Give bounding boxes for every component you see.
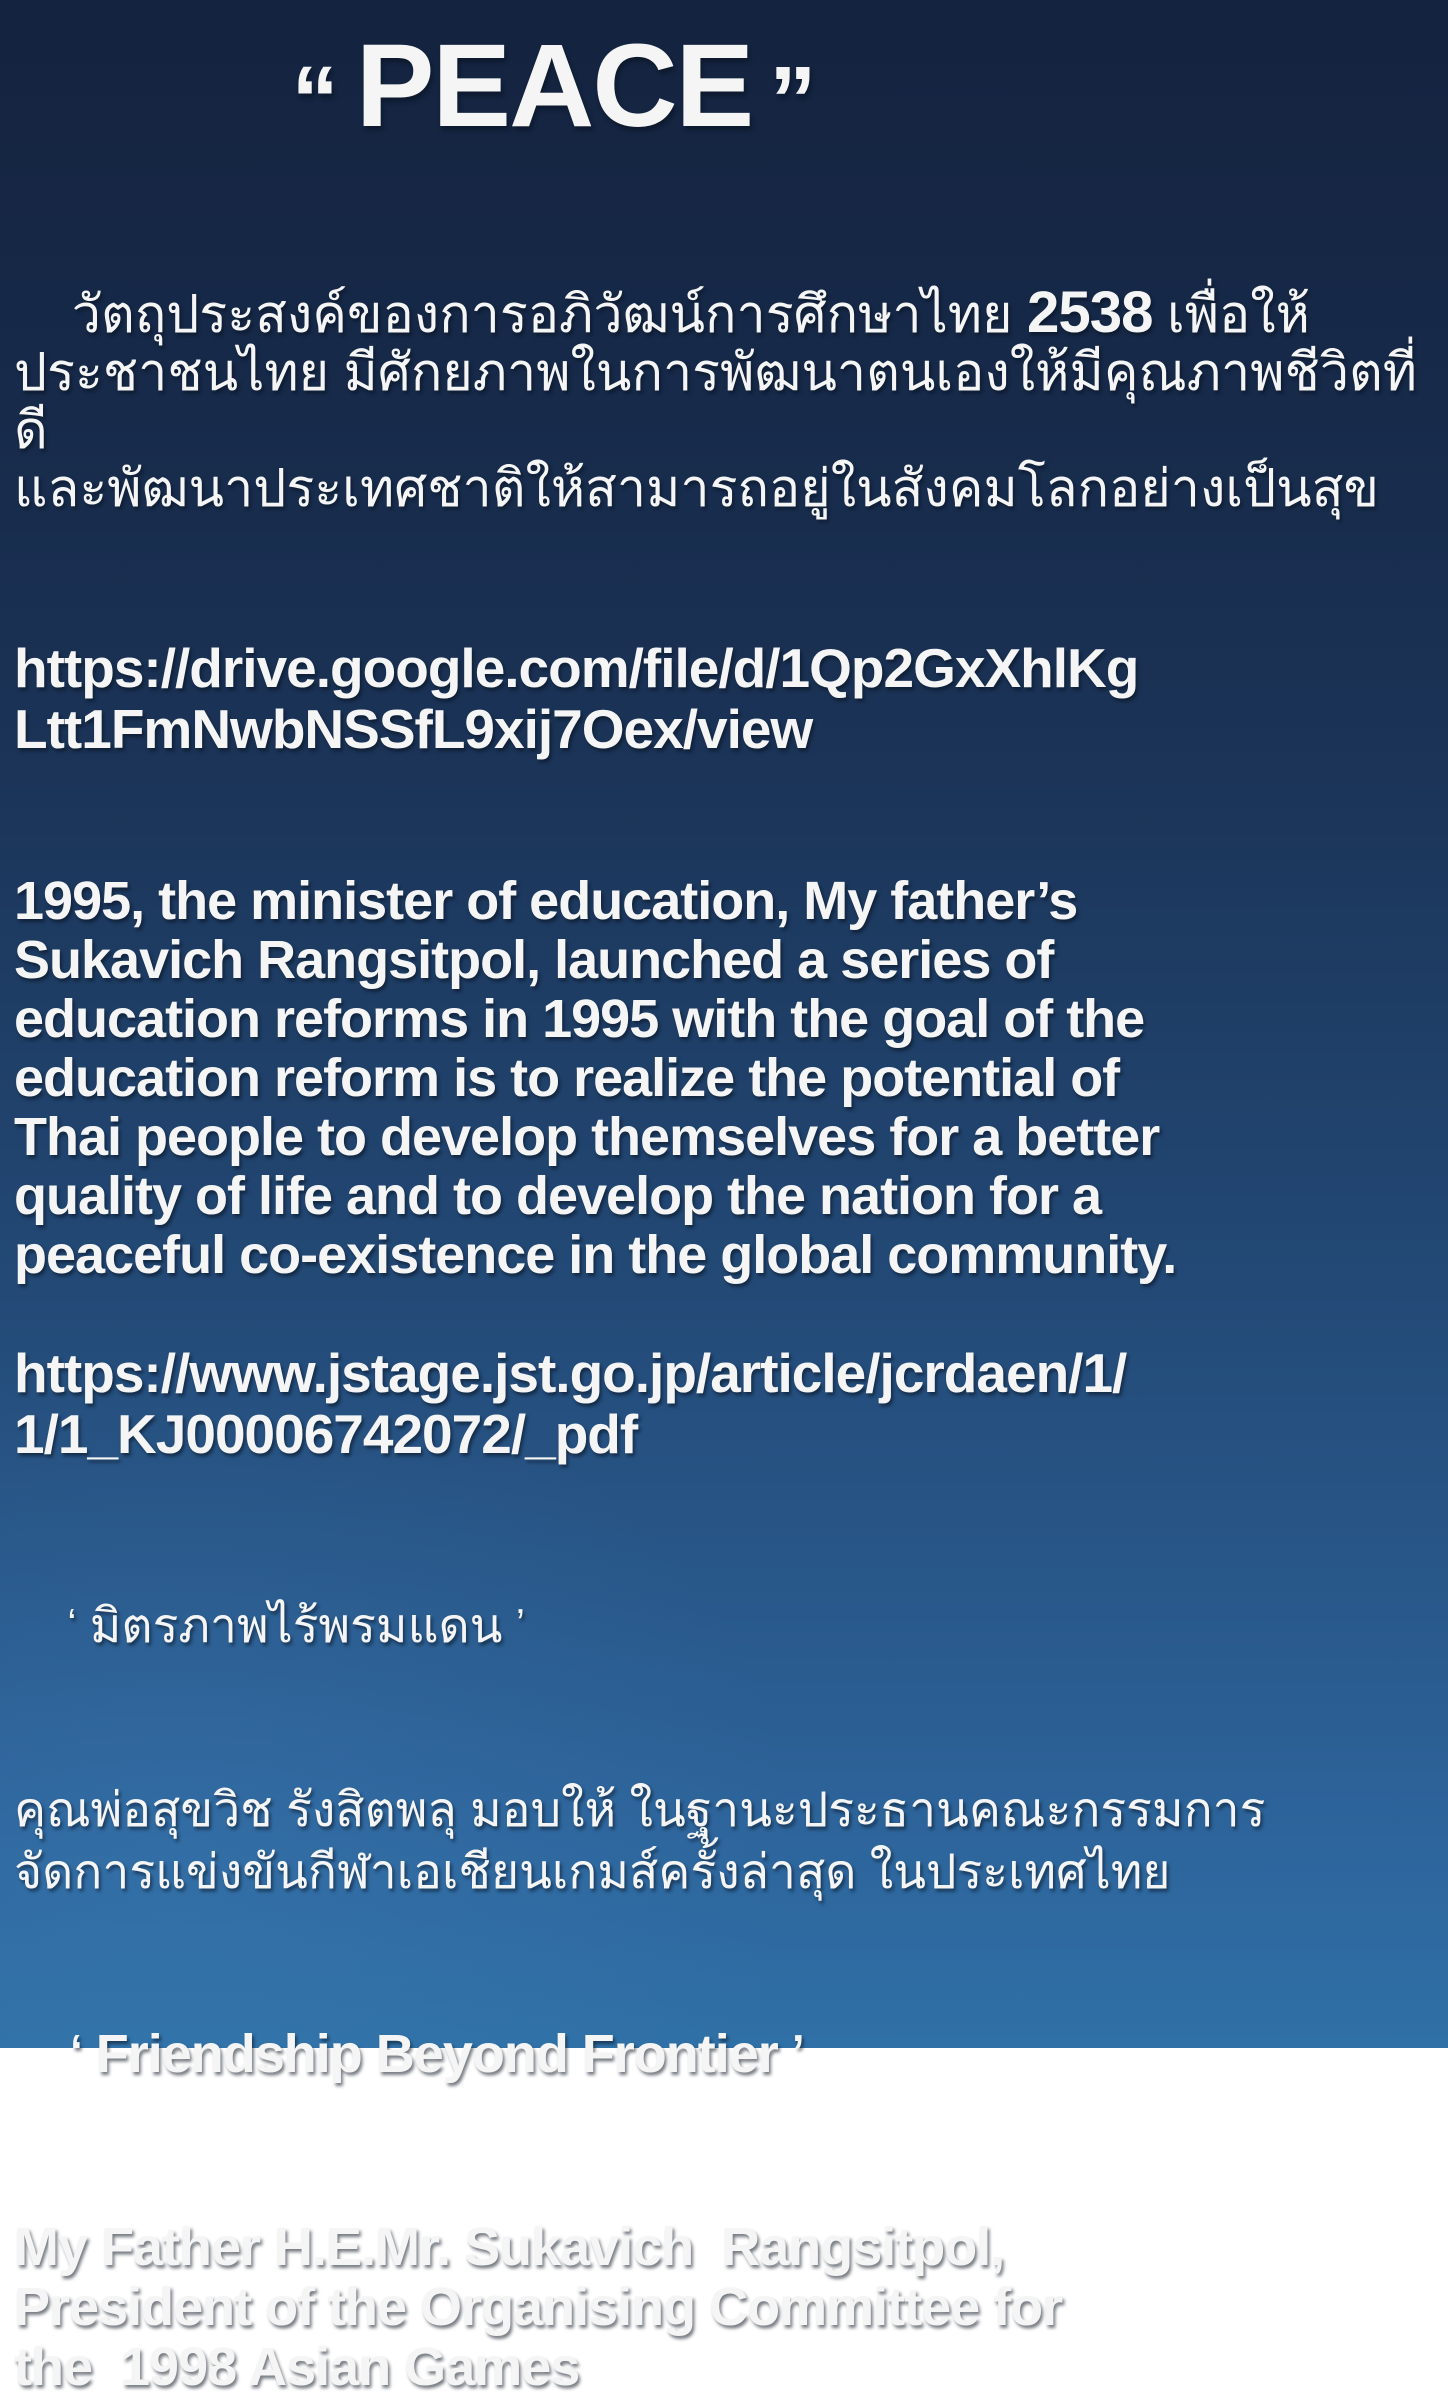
open-quote-icon: “ [291,47,339,153]
friendship-quote-text: Friendship Beyond Frontier [81,2024,792,2085]
thai-objective-rest: ประชาชนไทย มีศักยภาพในการพัฒนาตนเองให้มีคุณภาพชีวิตที่ดี และพัฒนาประเทศชาติให้สามารถอยู่ในสังคมโลกอย่างเป็นสุข [14,344,1418,519]
close-single-quote-icon: ’ [791,2024,804,2077]
thai-objective-line1-suffix: เพื่อให้ [1166,286,1310,345]
jstage-url-text: https://www.jstage.jst.go.jp/article/jcrdaen/1/ 1/1_KJ00006742072/_pdf [14,1342,1127,1466]
thai-dedication-paragraph: คุณพ่อสุขวิช รังสิตพลุ มอบให้ ในฐานะประธานคณะกรรมการ จัดการแข่งขันกีฬาเอเชียนเกมส์ครั้งล่าสุด ในประเทศไทย [14,1784,1266,1900]
education-reform-paragraph: 1995, the minister of education, My father’s Sukavich Rangsitpol, launched a series of education reforms in 1995 with the goal of the education reform is to realize the potential of Thai people to develop themselves for a better quality of life and to develop the nation for a peaceful co-existence in the global community. [14,871,1177,1286]
open-single-quote-icon: ‘ [70,2024,82,2077]
thai-objective-line1-prefix: วัตถุประสงค์ของการอภิวัฒน์การศึกษาไทย [71,286,1027,345]
asian-games-closing-paragraph: My Father H.E.Mr. Sukavich Rangsitpol, President of the Organising Committee for the 1998 Asian Games [14,2217,1063,2397]
thai-friendship-quote [14,1537,1434,1718]
buddhist-year-2538: 2538 [1026,280,1153,346]
peace-title [14,0,1094,153]
friendship-beyond-frontier-quote [14,1961,1434,2149]
thai-objective-paragraph [14,226,1434,576]
thai-friendship-quote-text: มิตรภาพไร้พรมแดน [76,1600,516,1654]
peace-title-text: PEACE [355,20,753,152]
drive-url-text: https://drive.google.com/file/d/1Qp2GxXhlKg Ltt1FmNwbNSSfL9xij7Oex/view [14,637,1139,761]
open-single-quote-icon: ‘ [67,1600,77,1647]
close-quote-icon: ” [769,47,817,153]
close-single-quote-icon: ’ [515,1600,525,1647]
